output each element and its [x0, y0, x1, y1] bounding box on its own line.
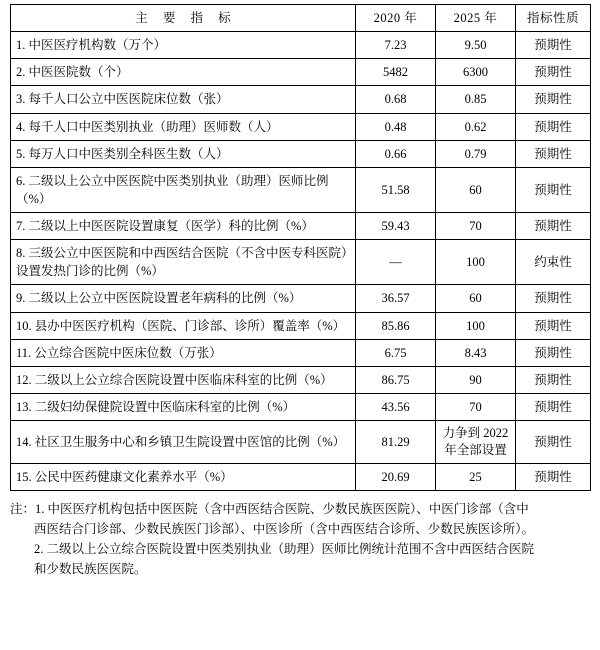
cell-indicator-name: 8. 三级公立中医医院和中西医结合医院（不含中医专科医院）设置发热门诊的比例（%） [11, 240, 356, 285]
cell-indicator-type: 预期性 [516, 463, 591, 490]
cell-indicator-name: 2. 中医医院数（个） [11, 59, 356, 86]
table-row [11, 421, 591, 464]
cell-indicator-type: 预期性 [516, 339, 591, 366]
cell-value-2020: 81.29 [356, 421, 436, 464]
table-row [11, 285, 591, 312]
cell-indicator-type: 预期性 [516, 285, 591, 312]
cell-value-2020: 43.56 [356, 393, 436, 420]
table-row [11, 59, 591, 86]
note-line-2: 2. 二级以上公立综合医院设置中医类别执业（助理）医师比例统计范围不含中西医结合医院 [34, 541, 535, 556]
cell-indicator-name: 13. 二级妇幼保健院设置中医临床科室的比例（%） [11, 393, 356, 420]
table-header-row [11, 5, 591, 32]
column-header-2020: 2020 年 [356, 5, 436, 32]
cell-value-2020: 0.68 [356, 86, 436, 113]
cell-value-2020: 6.75 [356, 339, 436, 366]
cell-indicator-name: 12. 二级以上公立综合医院设置中医临床科室的比例（%） [11, 366, 356, 393]
table-header [11, 5, 591, 32]
cell-indicator-name: 9. 二级以上公立中医医院设置老年病科的比例（%） [11, 285, 356, 312]
cell-indicator-type: 预期性 [516, 167, 591, 212]
table-row [11, 213, 591, 240]
column-header-type: 指标性质 [516, 5, 591, 32]
cell-indicator-type: 预期性 [516, 393, 591, 420]
cell-value-2025: 100 [436, 240, 516, 285]
table-row [11, 32, 591, 59]
cell-value-2020: 86.75 [356, 366, 436, 393]
table-row [11, 312, 591, 339]
cell-value-2020: 7.23 [356, 32, 436, 59]
table-body [11, 32, 591, 491]
cell-indicator-type: 预期性 [516, 366, 591, 393]
table-row [11, 366, 591, 393]
cell-indicator-name: 15. 公民中医药健康文化素养水平（%） [11, 463, 356, 490]
table-row [11, 86, 591, 113]
cell-value-2025: 6300 [436, 59, 516, 86]
cell-indicator-type: 约束性 [516, 240, 591, 285]
cell-value-2025: 0.79 [436, 140, 516, 167]
cell-value-2025: 70 [436, 213, 516, 240]
indicator-table [10, 4, 591, 491]
cell-indicator-type: 预期性 [516, 32, 591, 59]
cell-value-2025: 8.43 [436, 339, 516, 366]
cell-value-2025: 90 [436, 366, 516, 393]
table-row [11, 113, 591, 140]
cell-value-2020: 0.48 [356, 113, 436, 140]
cell-indicator-name: 3. 每千人口公立中医医院床位数（张） [11, 86, 356, 113]
column-header-2025: 2025 年 [436, 5, 516, 32]
table-notes [10, 499, 590, 579]
cell-value-2025: 70 [436, 393, 516, 420]
table-row [11, 167, 591, 212]
cell-value-2025: 力争到 2022 年全部设置 [436, 421, 516, 464]
cell-indicator-name: 6. 二级以上公立中医医院中医类别执业（助理）医师比例（%） [11, 167, 356, 212]
cell-indicator-type: 预期性 [516, 213, 591, 240]
cell-value-2020: 85.86 [356, 312, 436, 339]
cell-value-2025: 0.85 [436, 86, 516, 113]
table-row [11, 140, 591, 167]
cell-value-2025: 100 [436, 312, 516, 339]
table-row [11, 240, 591, 285]
cell-value-2020: 51.58 [356, 167, 436, 212]
cell-indicator-type: 预期性 [516, 140, 591, 167]
cell-value-2020: 5482 [356, 59, 436, 86]
cell-value-2020: 36.57 [356, 285, 436, 312]
cell-value-2025: 60 [436, 167, 516, 212]
cell-indicator-type: 预期性 [516, 59, 591, 86]
cell-indicator-name: 4. 每千人口中医类别执业（助理）医师数（人） [11, 113, 356, 140]
cell-indicator-name: 10. 县办中医医疗机构（医院、门诊部、诊所）覆盖率（%） [11, 312, 356, 339]
column-header-main-indicator: 主 要 指 标 [11, 5, 356, 32]
cell-value-2025: 25 [436, 463, 516, 490]
note-line-1-continued: 西医结合门诊部、少数民族医门诊部）、中医诊所（含中西医结合诊所、少数民族医诊所）。 [34, 521, 535, 536]
cell-value-2020: — [356, 240, 436, 285]
cell-indicator-name: 14. 社区卫生服务中心和乡镇卫生院设置中医馆的比例（%） [11, 421, 356, 464]
cell-value-2025: 0.62 [436, 113, 516, 140]
cell-indicator-type: 预期性 [516, 86, 591, 113]
cell-value-2025: 9.50 [436, 32, 516, 59]
cell-indicator-name: 1. 中医医疗机构数（万个） [11, 32, 356, 59]
cell-indicator-type: 预期性 [516, 113, 591, 140]
cell-indicator-type: 预期性 [516, 421, 591, 464]
cell-indicator-name: 5. 每万人口中医类别全科医生数（人） [11, 140, 356, 167]
note-line-2-continued: 和少数民族医医院。 [34, 561, 147, 576]
table-row [11, 393, 591, 420]
table-row [11, 463, 591, 490]
cell-value-2020: 59.43 [356, 213, 436, 240]
cell-indicator-name: 7. 二级以上中医医院设置康复（医学）科的比例（%） [11, 213, 356, 240]
table-row [11, 339, 591, 366]
cell-indicator-name: 11. 公立综合医院中医床位数（万张） [11, 339, 356, 366]
note-line-1: 注：1. 中医医疗机构包括中医医院（含中西医结合医院、少数民族医医院）、中医门诊部（含中 [10, 501, 529, 516]
cell-value-2020: 20.69 [356, 463, 436, 490]
cell-value-2020: 0.66 [356, 140, 436, 167]
cell-indicator-type: 预期性 [516, 312, 591, 339]
cell-value-2025: 60 [436, 285, 516, 312]
